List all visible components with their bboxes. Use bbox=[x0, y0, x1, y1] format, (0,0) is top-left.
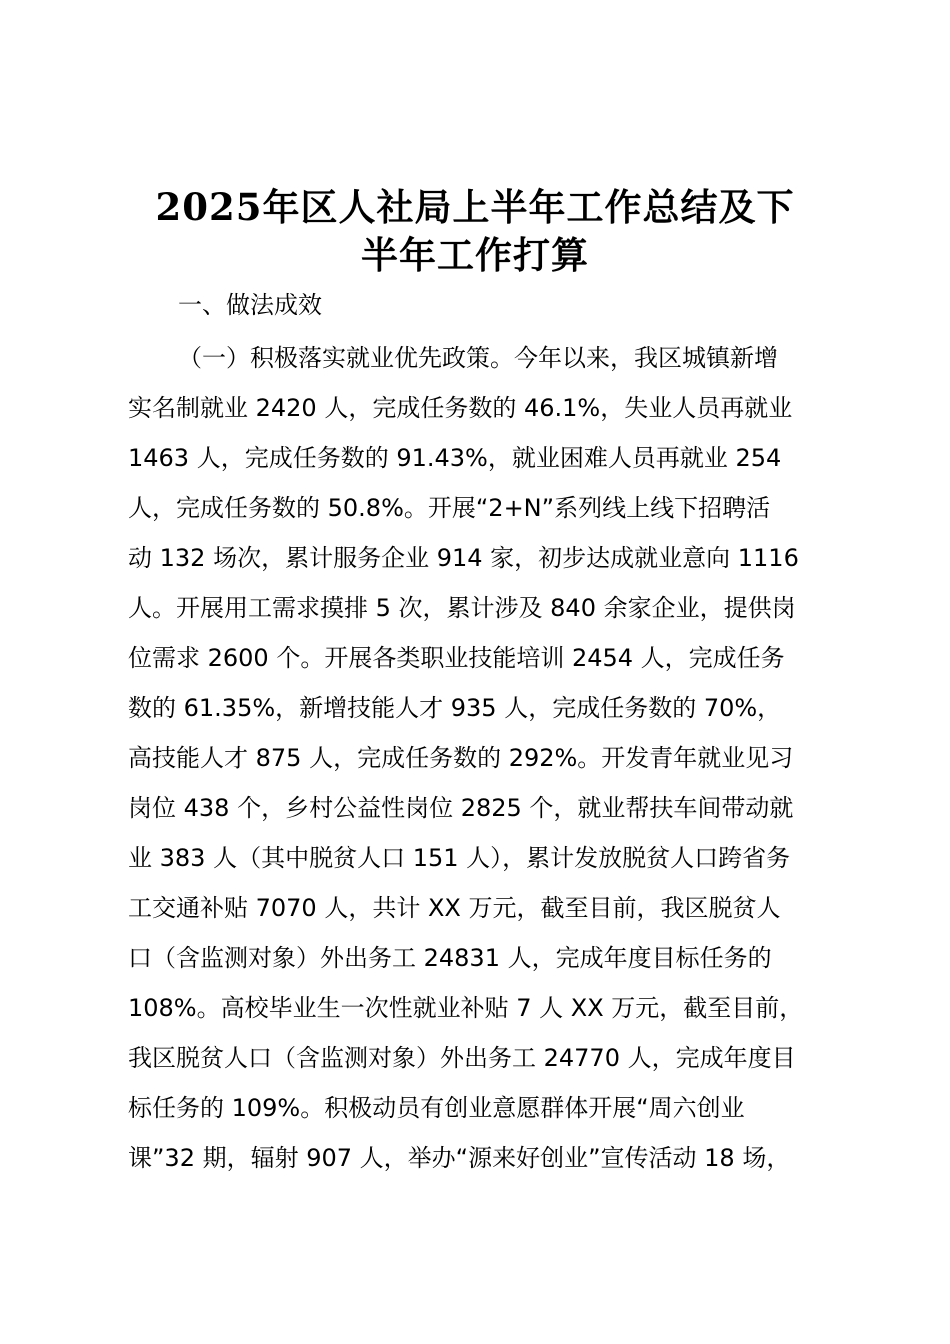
section-heading: 一、做法成效 bbox=[178, 291, 322, 319]
body-line-12: 工交通补贴 7070 人，共计 XX 万元，截至目前，我区脱贫人 bbox=[128, 894, 781, 922]
body-line-13: 口（含监测对象）外出务工 24831 人，完成年度目标任务的 bbox=[128, 944, 772, 972]
body-line-3: 1463 人，完成任务数的 91.43%，就业困难人员再就业 254 bbox=[128, 444, 782, 472]
body-line-14: 108%。高校毕业生一次性就业补贴 7 人 XX 万元，截至目前， bbox=[128, 994, 804, 1022]
body-line-10: 岗位 438 个，乡村公益性岗位 2825 个，就业帮扶车间带动就 bbox=[128, 794, 794, 822]
body-line-15: 我区脱贫人口（含监测对象）外出务工 24770 人，完成年度目 bbox=[128, 1044, 796, 1072]
body-line-7: 位需求 2600 个。开展各类职业技能培训 2454 人，完成任务 bbox=[128, 644, 785, 672]
body-line-5: 动 132 场次，累计服务企业 914 家，初步达成就业意向 1116 bbox=[128, 544, 799, 572]
body-line-16: 标任务的 109%。积极动员有创业意愿群体开展“周六创业 bbox=[128, 1094, 745, 1122]
body-line-4: 人，完成任务数的 50.8%。开展“2+N”系列线上线下招聘活 bbox=[128, 494, 771, 522]
title-line-1: 2025年区人社局上半年工作总结及下 bbox=[155, 185, 795, 229]
body-line-1: （一）积极落实就业优先政策。今年以来，我区城镇新增 bbox=[178, 344, 778, 372]
body-line-2: 实名制就业 2420 人，完成任务数的 46.1%，失业人员再就业 bbox=[128, 394, 793, 422]
document-title bbox=[120, 183, 830, 279]
body-line-11: 业 383 人（其中脱贫人口 151 人），累计发放脱贫人口跨省务 bbox=[128, 844, 791, 872]
body-line-17: 课”32 期，辐射 907 人，举办“源来好创业”宣传活动 18 场， bbox=[128, 1144, 791, 1172]
body-line-9: 高技能人才 875 人，完成任务数的 292%。开发青年就业见习 bbox=[128, 744, 794, 772]
body-line-8: 数的 61.35%，新增技能人才 935 人，完成任务数的 70%， bbox=[128, 694, 782, 722]
body-line-6: 人。开展用工需求摸排 5 次，累计涉及 840 余家企业，提供岗 bbox=[128, 594, 796, 622]
title-line-2: 半年工作打算 bbox=[361, 233, 589, 277]
